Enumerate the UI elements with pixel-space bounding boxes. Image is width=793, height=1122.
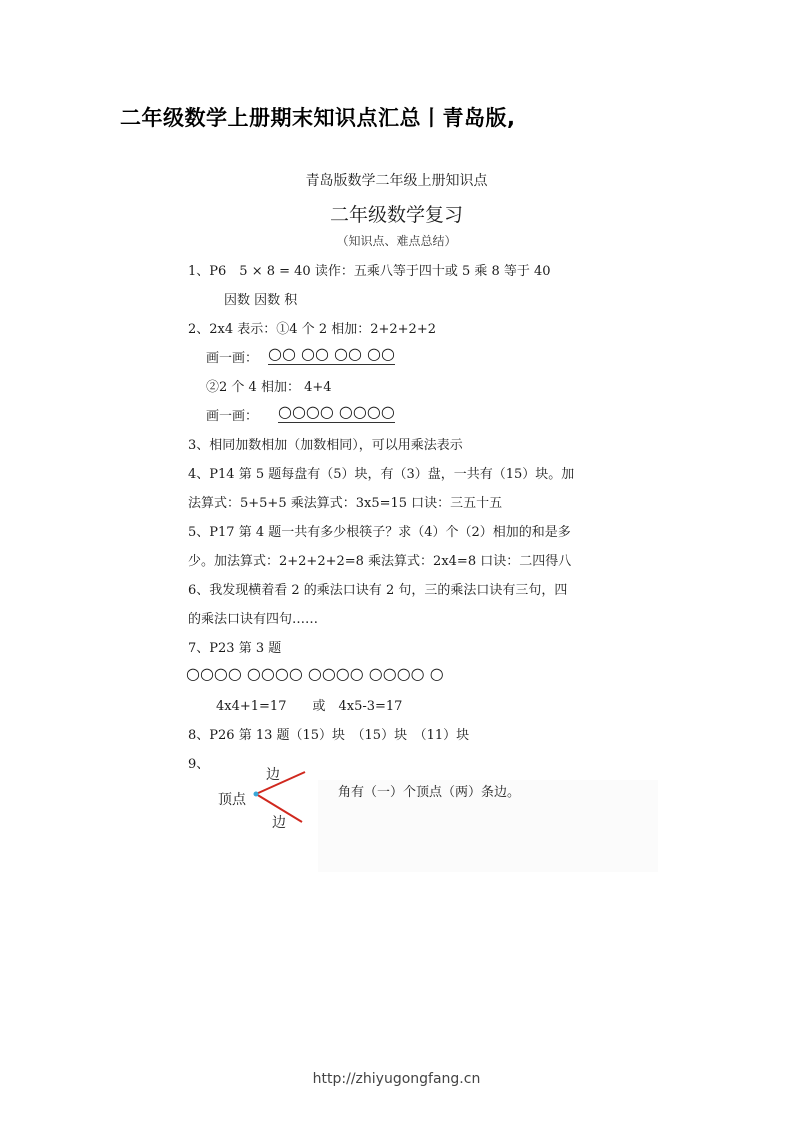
item-4-line-1: 4、P14 第 5 题每盘有（5）块，有（3）盘，一共有（15）块。加 — [188, 467, 575, 482]
item-9-text: 角有（一）个顶点（两）条边。 — [338, 785, 521, 800]
item-7-formula: 4x4+1=17 或 4x5-3=17 — [216, 699, 403, 714]
item-7-circles: ○○○○ ○○○○ ○○○○ ○○○○ ○ — [186, 664, 444, 683]
vertex-label: 顶点 — [218, 792, 246, 808]
item-2-b: ②2 个 4 相加： 4+4 — [206, 380, 332, 395]
heading-note: （知识点、难点总结） — [336, 234, 457, 248]
item-6-line-1: 6、我发现横着看 2 的乘法口诀有 2 句，三的乘法口诀有三句，四 — [188, 583, 568, 598]
item-4-line-2: 法算式：5+5+5 乘法算式：3x5=15 口诀：三五十五 — [188, 496, 503, 511]
item-2-circles-2: ○○○○ ○○○○ — [278, 402, 395, 421]
item-1: 1、P6 5 × 8 = 40 读作：五乘八等于四十或 5 乘 8 等于 40 — [188, 264, 551, 279]
angle-edge-top — [256, 772, 305, 794]
item-7: 7、P23 第 3 题 — [188, 641, 282, 656]
item-9: 9、 — [188, 757, 210, 772]
document-subtitle: 青岛版数学二年级上册知识点 — [305, 173, 488, 189]
item-5-line-1: 5、P17 第 4 题一共有多少根筷子？求（4）个（2）相加的和是多 — [188, 525, 571, 540]
item-2-draw-label-1: 画一画： — [206, 351, 259, 366]
item-8: 8、P26 第 13 题（15）块 （15）块 （11）块 — [188, 728, 470, 743]
edge-label-bottom: 边 — [272, 815, 286, 831]
item-2-draw-label-2: 画一画： — [206, 409, 259, 424]
footer-url[interactable]: http://zhiyugongfang.cn — [312, 1071, 481, 1087]
item-5-line-2: 少。加法算式：2+2+2+2=8 乘法算式：2x4=8 口诀：二四得八 — [188, 554, 572, 569]
item-3: 3、相同加数相加（加数相同），可以用乘法表示 — [188, 438, 463, 453]
item-6-line-2: 的乘法口诀有四句…… — [188, 612, 319, 627]
item-2: 2、2x4 表示：①4 个 2 相加：2+2+2+2 — [188, 322, 436, 337]
item-2-circles-1: ○○ ○○ ○○ ○○ — [268, 344, 395, 363]
item-1-terms: 因数 因数 积 — [224, 293, 298, 308]
edge-label-top: 边 — [266, 767, 280, 783]
vertex-dot — [254, 792, 259, 797]
page-title: 二年级数学上册期末知识点汇总丨青岛版, — [120, 106, 516, 130]
main-heading: 二年级数学复习 — [329, 204, 463, 226]
